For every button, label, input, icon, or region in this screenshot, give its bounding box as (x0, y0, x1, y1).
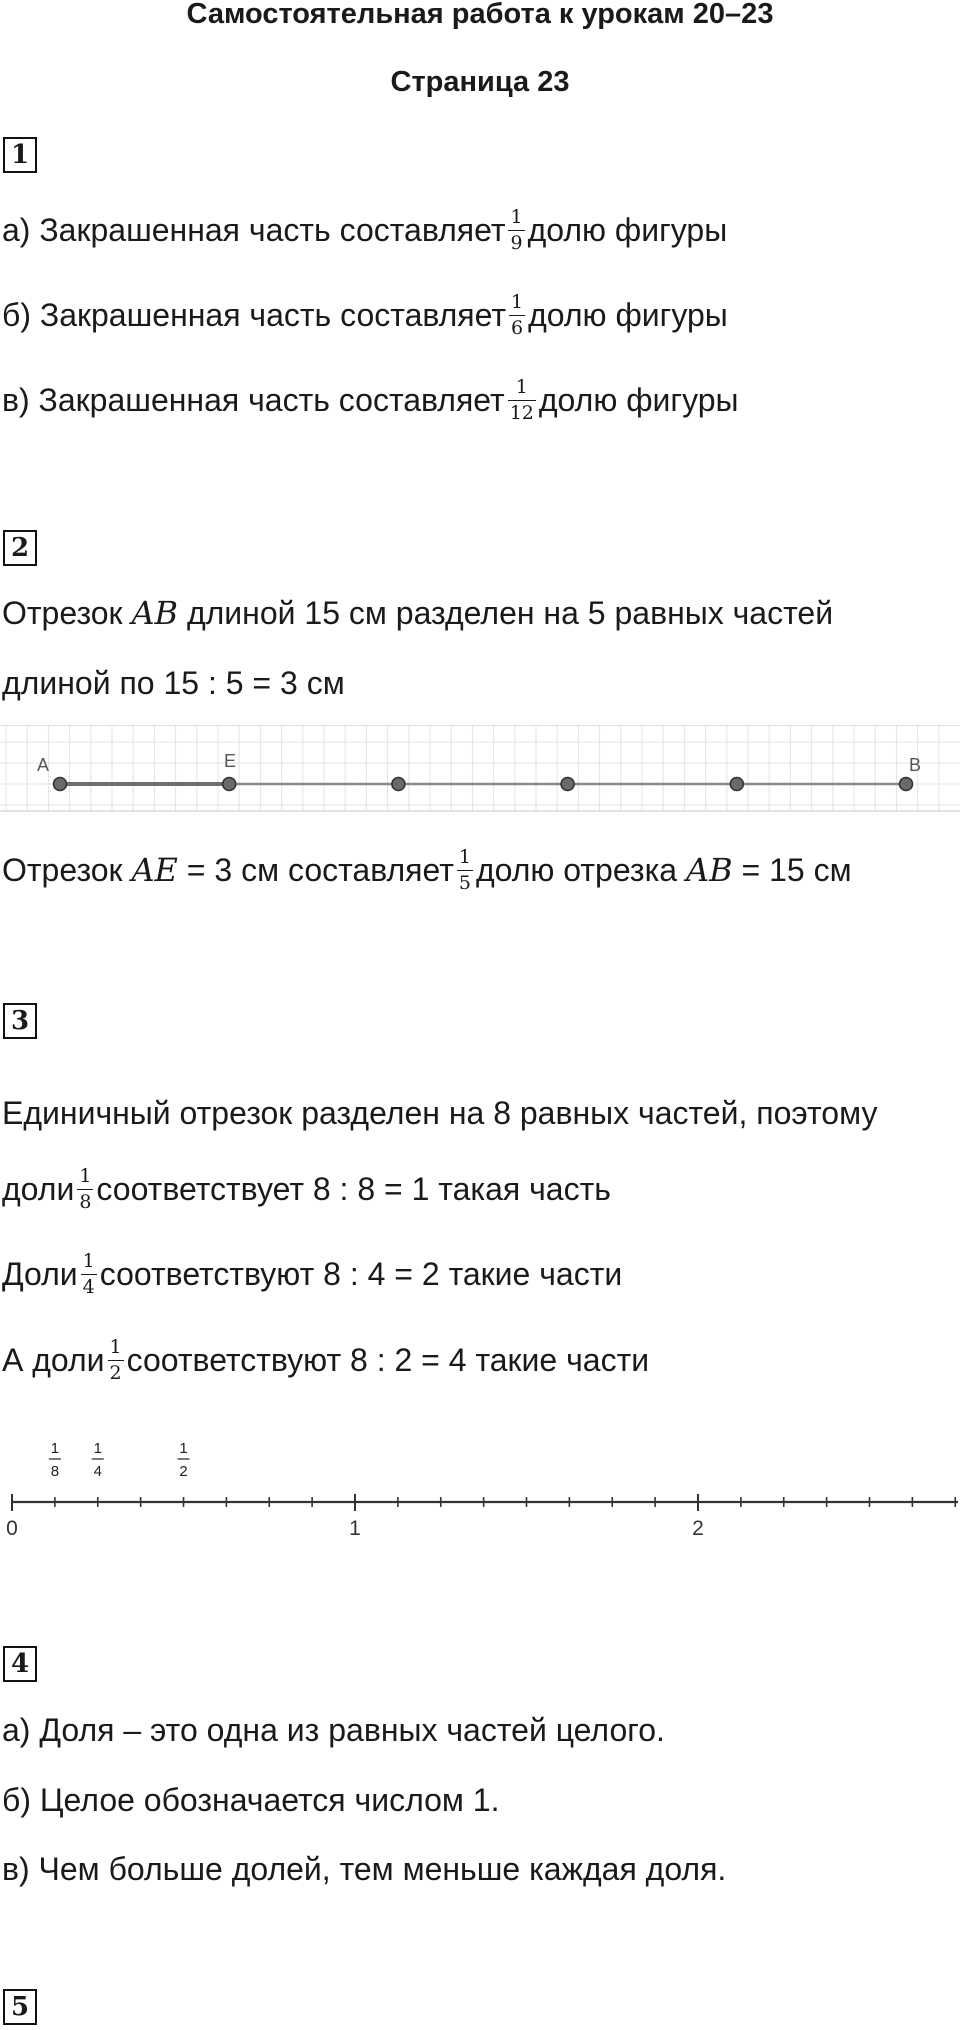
numerator: 1 (82, 1250, 95, 1273)
number-line-fraction (178, 1440, 190, 1480)
point-label-b: B (909, 755, 922, 775)
numerator: 1 (109, 1336, 122, 1359)
segment-point (223, 778, 236, 791)
line-text: соответствует 8 : 8 = 1 такая часть (96, 1171, 611, 1207)
segment-diagram (0, 725, 960, 817)
line-text: долю фигуры (528, 297, 728, 333)
denominator: 9 (510, 232, 523, 255)
denominator: 8 (50, 1463, 60, 1480)
numerator: 1 (458, 846, 471, 869)
fraction (508, 378, 536, 423)
line-text: = 15 см (732, 852, 852, 888)
segment-name: AB (685, 851, 733, 889)
task2-line-1 (2, 593, 833, 633)
number-line-fraction (92, 1440, 104, 1480)
number-line-label: 1 (349, 1517, 361, 1540)
grid-background (0, 725, 960, 811)
task-number-3: 3 (3, 1003, 37, 1039)
numerator: 1 (515, 376, 528, 399)
line-text: в) Закрашенная часть составляет (2, 382, 505, 418)
line-text: длиной 15 см разделен на 5 равных частей (178, 595, 834, 631)
numerator: 1 (93, 1440, 102, 1457)
task2-line-2: длиной по 15 : 5 = 3 см (2, 665, 345, 701)
task-number-1: 1 (3, 137, 37, 173)
fraction (81, 1252, 97, 1297)
line-text: Отрезок (2, 595, 132, 631)
segment-point (730, 778, 743, 791)
fraction (508, 208, 524, 253)
page-number: Страница 23 (390, 66, 570, 98)
number-line-label: 0 (6, 1517, 18, 1540)
line-text: соответствуют 8 : 2 = 4 такие части (126, 1342, 650, 1378)
denominator: 4 (93, 1463, 102, 1480)
line-text: А доли (2, 1342, 105, 1378)
line-text: доли (2, 1171, 75, 1207)
task-number-2: 2 (3, 530, 37, 566)
task-number-4: 4 (3, 1646, 37, 1682)
denominator: 6 (511, 317, 524, 340)
segment-name: AB (131, 594, 179, 632)
denominator: 2 (109, 1362, 122, 1385)
task2-line-3 (2, 846, 852, 895)
line-text: долю фигуры (527, 212, 728, 248)
segment-point (392, 778, 405, 791)
task3-line-3 (2, 1250, 623, 1299)
line-text: а) Закрашенная часть составляет (2, 212, 506, 248)
fraction (457, 848, 473, 893)
segment-point (900, 778, 913, 791)
denominator: 2 (179, 1463, 188, 1480)
task4-line-c: в) Чем больше долей, тем меньше каждая доля. (2, 1851, 727, 1887)
fraction (509, 293, 525, 338)
segment-point (54, 778, 67, 791)
task1-line-b (2, 291, 728, 340)
denominator: 12 (509, 402, 534, 425)
line-text: долю фигуры (538, 382, 739, 418)
segment-point (561, 778, 574, 791)
numerator: 1 (510, 206, 523, 229)
document-title: Самостоятельная работа к урокам 20–23 (186, 0, 774, 30)
line-text: = 3 см составляет (177, 852, 454, 888)
line-text: соответствуют 8 : 4 = 2 такие части (99, 1256, 623, 1292)
line-text: Доли (2, 1256, 78, 1292)
denominator: 8 (79, 1191, 92, 1214)
line-text: долю отрезка (475, 852, 686, 888)
numerator: 1 (179, 1440, 188, 1457)
fraction (77, 1167, 93, 1212)
numerator: 1 (511, 291, 524, 314)
task3-line-2 (2, 1165, 611, 1214)
line-text: б) Закрашенная часть составляет (2, 297, 507, 333)
task3-line-1: Единичный отрезок разделен на 8 равных частей, поэтому (2, 1095, 878, 1131)
denominator: 5 (458, 872, 471, 895)
task4-line-a: а) Доля – это одна из равных частей целого. (2, 1712, 665, 1748)
denominator: 4 (82, 1276, 95, 1299)
task-number-5: 5 (3, 1989, 37, 2025)
point-label-e: E (224, 751, 237, 771)
number-line (0, 1425, 960, 1545)
fraction (108, 1338, 124, 1383)
numerator: 1 (79, 1165, 92, 1188)
segment-name: AE (131, 851, 178, 889)
numerator: 1 (50, 1440, 60, 1457)
task1-line-a (2, 206, 728, 255)
task4-line-b: б) Целое обозначается числом 1. (2, 1782, 500, 1818)
number-line-label: 2 (692, 1517, 704, 1540)
task3-line-4 (2, 1336, 650, 1385)
point-label-a: A (37, 755, 50, 775)
task1-line-c (2, 376, 739, 425)
number-line-fraction (49, 1440, 61, 1480)
line-text: Отрезок (2, 852, 132, 888)
